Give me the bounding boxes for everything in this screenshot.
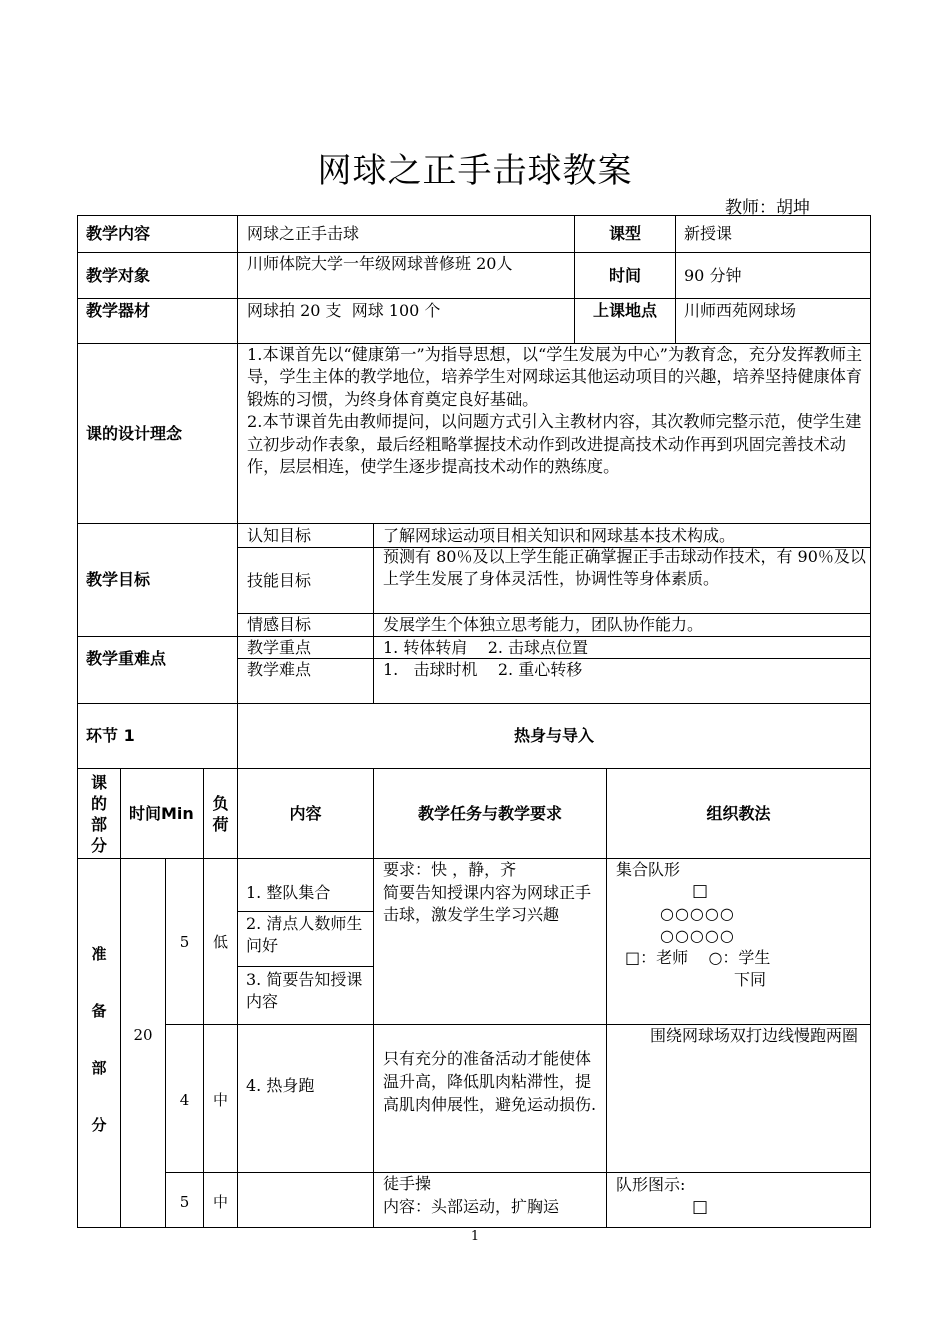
row-divider: [237, 966, 373, 967]
cognitive-goal-label: 认知目标: [247, 525, 312, 545]
difficulty-value: 1. 击球时机 2. 重心转移: [383, 660, 583, 679]
prep-total-time: 20: [133, 1026, 153, 1044]
content-label: 教学内容: [86, 224, 151, 243]
design-paragraph-2: 2.本节课首先由教师提问，以问题方式引入主教材内容，其次教师完整示范，使学生建立初步动作表象，最后经粗略掌握技术动作到改进提高技术动作再到巩固完善技术动作，层层相连，使学生逐步提高技术动作的熟练度。: [247, 412, 862, 477]
row-divider: [77, 1227, 871, 1228]
row1-task: 要求：快 ，静，齐 简要告知授课内容为网球正手击球，激发学生学习兴趣: [383, 860, 592, 924]
row3-org-title: 队形图示:: [616, 1175, 686, 1194]
col-divider: [675, 215, 676, 343]
teacher-square-icon: □: [692, 881, 709, 901]
row2-time: 4: [179, 1091, 190, 1109]
content-value: 网球之正手击球: [247, 224, 360, 243]
column-header-load: 负荷: [212, 793, 229, 834]
column-header-org: 组织教法: [706, 803, 771, 823]
row3-load: 中: [212, 1193, 228, 1211]
cognitive-goal-value: 了解网球运动项目相关知识和网球基本技术构成。: [383, 525, 736, 545]
row2-task: 只有充分的准备活动才能使体温升高，降低肌肉粘滞性，提高肌肉伸展性，避免运动损伤.: [383, 1049, 597, 1114]
row2-item: 4. 热身跑: [246, 1076, 315, 1095]
row1-item-1: 1. 整队集合: [246, 883, 331, 902]
target-label: 教学对象: [86, 265, 151, 285]
row2-load: 中: [212, 1091, 228, 1109]
col-divider: [165, 858, 166, 1227]
row-divider: [77, 298, 871, 299]
row3-task: 徒手操 内容：头部运动，扩胸运: [383, 1174, 560, 1216]
row1-time: 5: [179, 933, 190, 951]
row1-load: 低: [212, 933, 228, 951]
formation-same-note: 下同: [734, 970, 767, 989]
teacher-name: 教师：胡坤: [725, 198, 810, 218]
design-paragraph-1: 1.本课首先以“健康第一”为指导思想，以“学生发展为中心”为教育念，充分发挥教师主导，学生主体的教学地位，培养学生对网球运其他运动项目的兴趣，培养坚持健康体育锻炼的习惯，为终身体育奠定良好基础。: [247, 345, 863, 409]
page-number: 1: [470, 1229, 480, 1244]
target-value: 川师体院大学一年级网球普修班 20人: [247, 254, 513, 273]
formation-row-1: ○○○○○: [660, 904, 735, 923]
key-point-label: 教学重点: [247, 637, 312, 657]
formation-row-2: ○○○○○: [660, 926, 735, 945]
row-divider: [237, 911, 373, 912]
place-label: 上课地点: [592, 301, 657, 320]
column-header-time: 时间Min: [129, 804, 194, 823]
section-title: 热身与导入: [513, 726, 594, 745]
col-divider: [120, 768, 121, 1227]
formation-legend: □：老师 ○：学生: [625, 948, 771, 967]
page-title: 网球之正手击球教案: [317, 151, 633, 191]
difficulty-label: 教学难点: [247, 660, 312, 679]
emotional-goal-label: 情感目标: [247, 615, 312, 634]
skill-goal-value: 预测有 80％及以上学生能正确掌握正手击球动作技术，有 90％及以上学生发展了身体灵活性，协调性等身体素质。: [383, 547, 866, 588]
key-point-value: 1. 转体转肩 2. 击球点位置: [383, 637, 589, 657]
col-divider: [373, 523, 374, 703]
column-header-content: 内容: [289, 803, 322, 823]
row1-item-2: 2. 清点人数师生问好: [246, 914, 363, 955]
time-label: 时间: [608, 265, 641, 285]
design-label: 课的设计理念: [86, 423, 183, 443]
row1-org-title: 集合队形: [616, 860, 681, 879]
row3-teacher-square-icon: □: [692, 1197, 709, 1217]
keys-label: 教学重难点: [86, 649, 167, 668]
row2-org: 围绕网球场双打边线慢跑两圈: [650, 1026, 859, 1045]
prep-part-label: 准备部分: [91, 945, 107, 1134]
time-value: 90 分钟: [684, 265, 742, 285]
design-text: [247, 344, 865, 523]
equipment-value: 网球拍 20 支 网球 100 个: [247, 301, 441, 320]
column-header-task: 教学任务与教学要求: [417, 803, 562, 823]
col-divider: [237, 215, 238, 769]
goals-label: 教学目标: [86, 570, 151, 589]
row3-time: 5: [179, 1193, 190, 1211]
col-divider: [77, 215, 78, 1227]
skill-goal-label: 技能目标: [247, 570, 312, 590]
section-label: 环节 1: [86, 726, 135, 745]
type-value: 新授课: [684, 224, 733, 243]
column-header-part: 课的部分: [90, 772, 107, 855]
col-divider: [870, 215, 871, 1227]
equipment-label: 教学器材: [86, 301, 151, 320]
place-value: 川师西苑网球场: [684, 301, 797, 320]
emotional-goal-value: 发展学生个体独立思考能力，团队协作能力。: [383, 615, 704, 634]
type-label: 课型: [608, 224, 641, 243]
row1-item-3: 3. 简要告知授课内容: [246, 970, 363, 1011]
